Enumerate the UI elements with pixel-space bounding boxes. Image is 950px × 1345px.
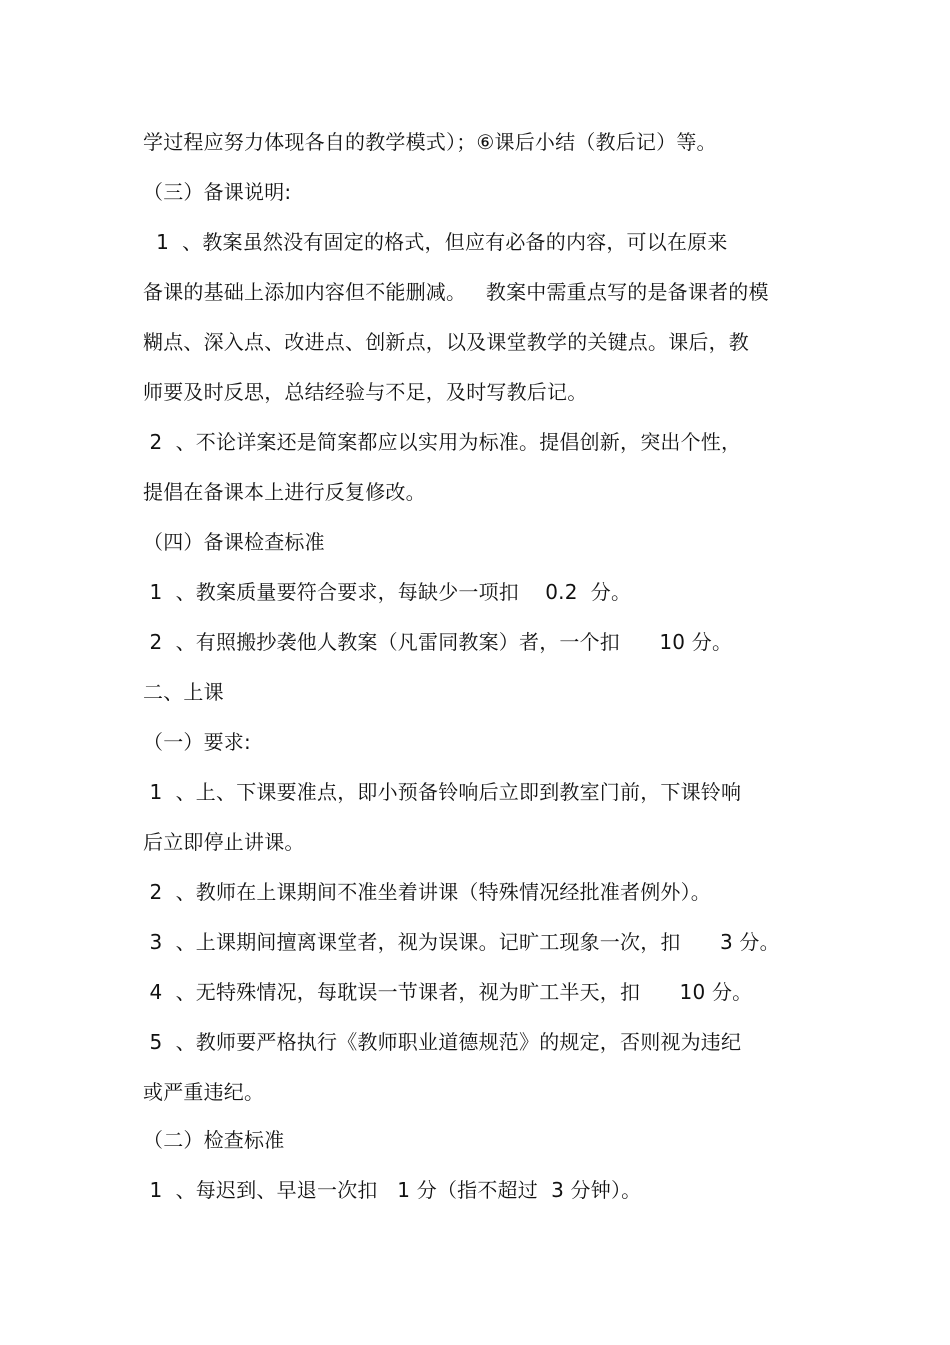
text-line: 师要及时反思，总结经验与不足，及时写教后记。 xyxy=(143,380,588,404)
text-line: 2 、不论详案还是简案都应以实用为标准。提倡创新，突出个性， xyxy=(143,430,742,454)
text-line: 5 、教师要严格执行《教师职业道德规范》的规定，否则视为违纪 xyxy=(143,1030,742,1054)
text-line: 备课的基础上添加内容但不能删减。 教案中需重点写的是备课者的模 xyxy=(143,280,769,304)
section-heading: （一）要求: xyxy=(143,730,251,754)
text-line: 学过程应努力体现各自的教学模式）；⑥课后小结（教后记）等。 xyxy=(143,130,717,154)
text-line: 2 、有照搬抄袭他人教案（凡雷同教案）者，一个扣 10 分。 xyxy=(143,630,733,654)
text-line: 1 、教案虽然没有固定的格式，但应有必备的内容，可以在原来 xyxy=(143,230,728,254)
text-line: 3 、上课期间擅离课堂者，视为误课。记旷工现象一次，扣 3 分。 xyxy=(143,930,780,954)
text-line: 1 、上、下课要准点，即小预备铃响后立即到教室门前，下课铃响 xyxy=(143,780,742,804)
section-heading: （三）备课说明: xyxy=(143,180,292,204)
text-line: 2 、教师在上课期间不准坐着讲课（特殊情况经批准者例外）。 xyxy=(143,880,711,904)
section-heading: （四）备课检查标准 xyxy=(143,530,325,554)
text-line: 或严重违纪。 xyxy=(143,1080,265,1104)
text-line: 1 、教案质量要符合要求，每缺少一项扣 0.2 分。 xyxy=(143,580,632,604)
text-line: 提倡在备课本上进行反复修改。 xyxy=(143,480,426,504)
text-line: 后立即停止讲课。 xyxy=(143,830,305,854)
section-heading: （二）检查标准 xyxy=(143,1128,285,1152)
text-line: 1 、每迟到、早退一次扣 1 分（指不超过 3 分钟）。 xyxy=(143,1178,642,1202)
text-line: 糊点、深入点、改进点、创新点，以及课堂教学的关键点。课后，教 xyxy=(143,330,749,354)
text-line: 4 、无特殊情况，每耽误一节课者，视为旷工半天，扣 10 分。 xyxy=(143,980,753,1004)
chapter-heading: 二、上课 xyxy=(143,680,224,704)
